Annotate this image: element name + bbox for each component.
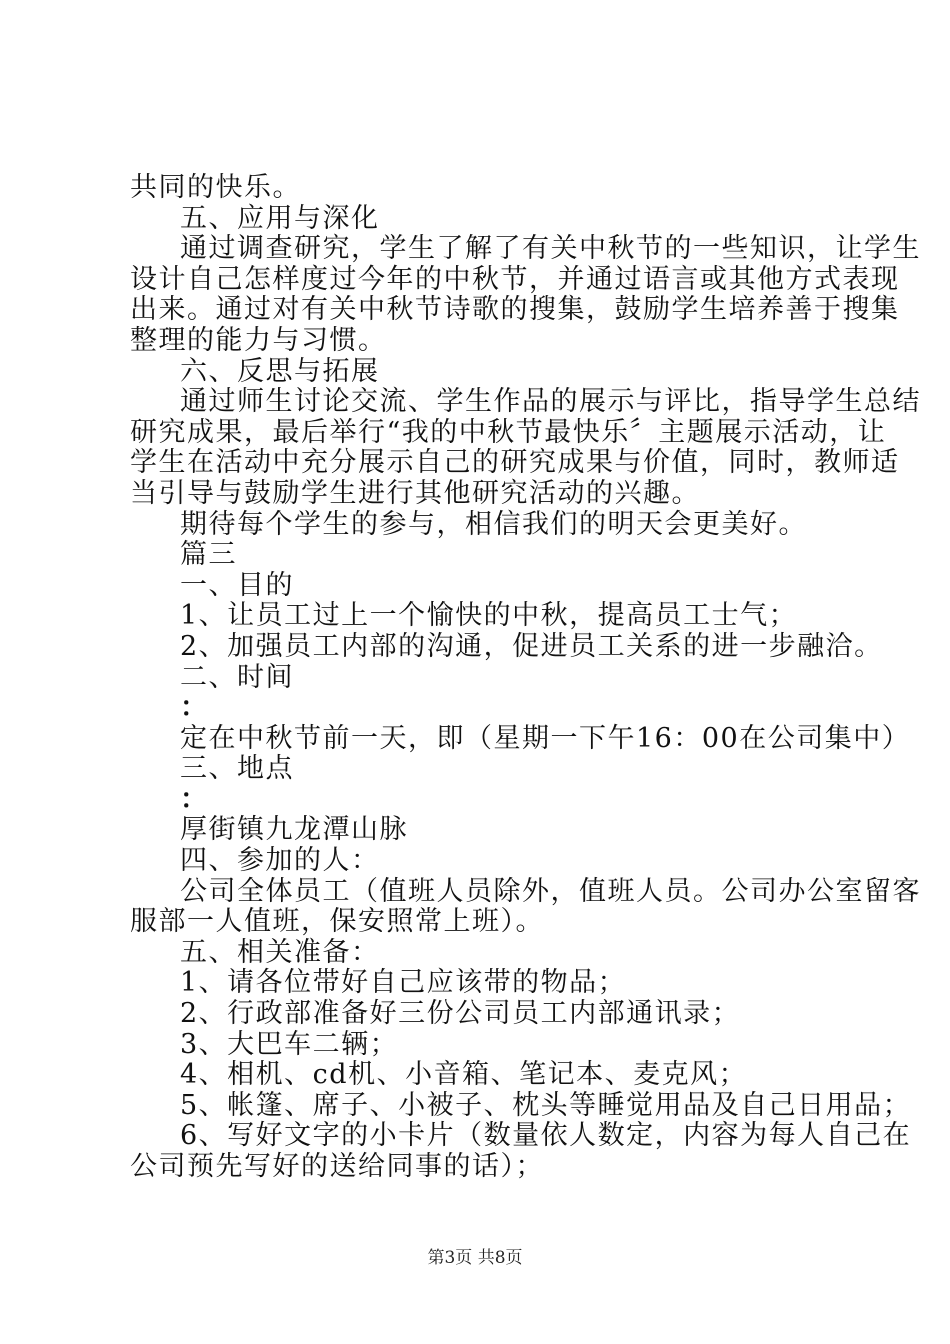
text-line: 厚街镇九龙潭山脉 <box>180 814 408 846</box>
text-line: 通过师生讨论交流、学生作品的展示与评比，指导学生总结 <box>180 386 921 418</box>
list-item: 6、写好文字的小卡片（数量依人数定，内容为每人自己在 <box>180 1120 912 1152</box>
section-heading: 四、参加的人： <box>180 845 380 877</box>
text-line: 研究成果，最后举行“我的中秋节最快乐〞主题展示活动，让 <box>130 416 887 448</box>
colon-line: ： <box>180 783 209 815</box>
section-heading: 一、目的 <box>180 569 294 601</box>
text-line: 学生在活动中充分展示自己的研究成果与价值，同时，教师适 <box>130 447 900 479</box>
list-item: 1、请各位带好自己应该带的物品； <box>180 967 627 999</box>
section-heading: 三、地点 <box>180 753 294 785</box>
section-heading: 六、反思与拓展 <box>180 355 380 387</box>
part-heading: 篇三 <box>180 539 237 571</box>
colon-line: ： <box>180 692 209 724</box>
section-heading: 二、时间 <box>180 661 294 693</box>
text-line: 当引导与鼓励学生进行其他研究活动的兴趣。 <box>130 477 700 509</box>
page-number-footer: 第3页 共8页 <box>427 1248 523 1268</box>
text-line: 服部一人值班，保安照常上班）。 <box>130 906 544 938</box>
text-line: 整理的能力与习惯。 <box>130 324 387 356</box>
section-heading: 五、相关准备： <box>180 936 380 968</box>
list-item: 2、加强员工内部的沟通，促进员工关系的进一步融洽。 <box>180 630 883 662</box>
text-line: 出来。通过对有关中秋节诗歌的搜集，鼓励学生培养善于搜集 <box>130 294 900 326</box>
text-line: 设计自己怎样度过今年的中秋节，并通过语言或其他方式表现 <box>130 263 900 295</box>
section-heading: 五、应用与深化 <box>180 202 380 234</box>
document-body <box>130 172 921 1183</box>
list-item: 4、相机、cd机、小音箱、笔记本、麦克风； <box>180 1059 748 1091</box>
text-line: 公司预先写好的送给同事的话）； <box>130 1151 544 1182</box>
text-line: 公司全体员工（值班人员除外，值班人员。公司办公室留客 <box>180 875 921 907</box>
list-item: 5、帐篷、席子、小被子、枕头等睡觉用品及自己日用品； <box>180 1089 912 1121</box>
list-item: 3、大巴车二辆； <box>180 1028 399 1060</box>
text-line: 期待每个学生的参与，相信我们的明天会更美好。 <box>180 508 807 540</box>
list-item: 1、让员工过上一个愉快的中秋，提高员工士气； <box>180 600 798 632</box>
text-line: 定在中秋节前一天，即（星期一下午16：00在公司集中） <box>180 722 911 754</box>
list-item: 2、行政部准备好三份公司员工内部通讯录； <box>180 998 741 1030</box>
text-line: 共同的快乐。 <box>130 172 301 203</box>
text-line: 通过调查研究，学生了解了有关中秋节的一些知识，让学生 <box>180 233 921 265</box>
